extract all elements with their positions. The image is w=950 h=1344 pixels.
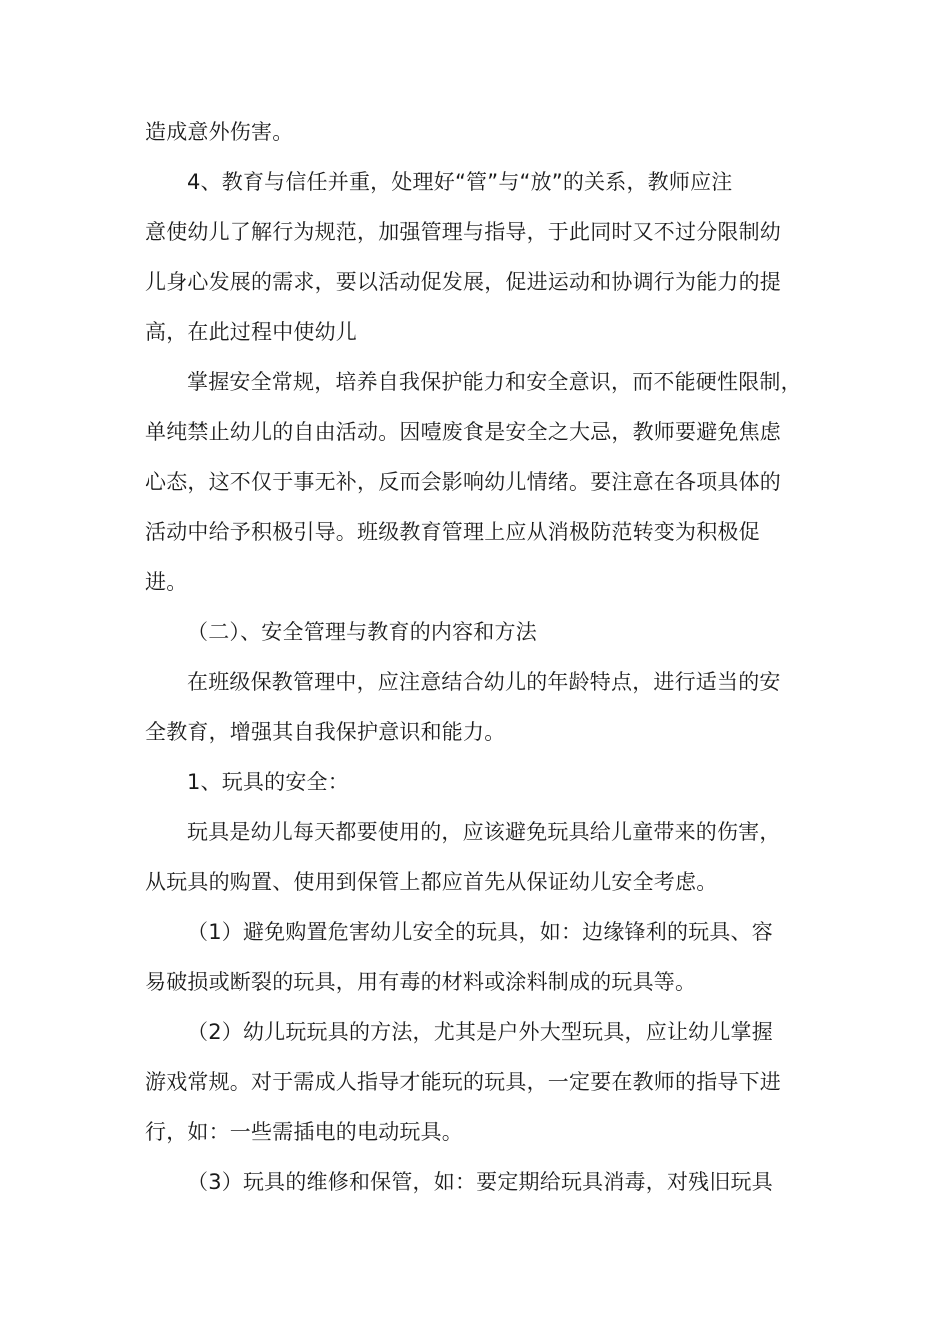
paragraph-line: 在班级保教管理中，应注意结合幼儿的年龄特点，进行适当的安: [187, 670, 781, 694]
text-line: 单纯禁止幼儿的自由活动。因噎废食是安全之大忌，教师要避免焦虑: [145, 420, 781, 444]
text-line: 高，在此过程中使幼儿: [145, 320, 357, 344]
text-line: 全教育，增强其自我保护意识和能力。: [145, 720, 506, 744]
text-line: 意使幼儿了解行为规范，加强管理与指导，于此同时又不过分限制幼: [145, 220, 781, 244]
section-heading: （二）、安全管理与教育的内容和方法: [187, 620, 537, 644]
list-item-line: （2）幼儿玩玩具的方法，尤其是户外大型玩具，应让幼儿掌握: [187, 1020, 773, 1044]
text-line: 心态，这不仅于事无补，反而会影响幼儿情绪。要注意在各项具体的: [145, 470, 781, 494]
subsection-heading: 1、玩具的安全：: [187, 770, 349, 794]
text-line: 儿身心发展的需求，要以活动促发展，促进运动和协调行为能力的提: [145, 270, 781, 294]
paragraph-line: 玩具是幼儿每天都要使用的，应该避免玩具给儿童带来的伤害，: [187, 820, 781, 844]
text-line: 行，如：一些需插电的电动玩具。: [145, 1120, 463, 1144]
paragraph-line: 4、教育与信任并重，处理好“管”与“放”的关系，教师应注: [187, 170, 733, 194]
text-line: 造成意外伤害。: [145, 120, 294, 144]
text-line: 活动中给予积极引导。班级教育管理上应从消极防范转变为积极促: [145, 520, 760, 544]
text-line: 进。: [145, 570, 188, 594]
text-line: 游戏常规。对于需成人指导才能玩的玩具，一定要在教师的指导下进: [145, 1070, 781, 1094]
text-line: 从玩具的购置、使用到保管上都应首先从保证幼儿安全考虑。: [145, 870, 718, 894]
text-line: 易破损或断裂的玩具，用有毒的材料或涂料制成的玩具等。: [145, 970, 697, 994]
paragraph-line: 掌握安全常规，培养自我保护能力和安全意识，而不能硬性限制，: [187, 370, 802, 394]
list-item-line: （1）避免购置危害幼儿安全的玩具，如：边缘锋利的玩具、容: [187, 920, 773, 944]
list-item-line: （3）玩具的维修和保管，如：要定期给玩具消毒，对残旧玩具: [187, 1170, 773, 1194]
